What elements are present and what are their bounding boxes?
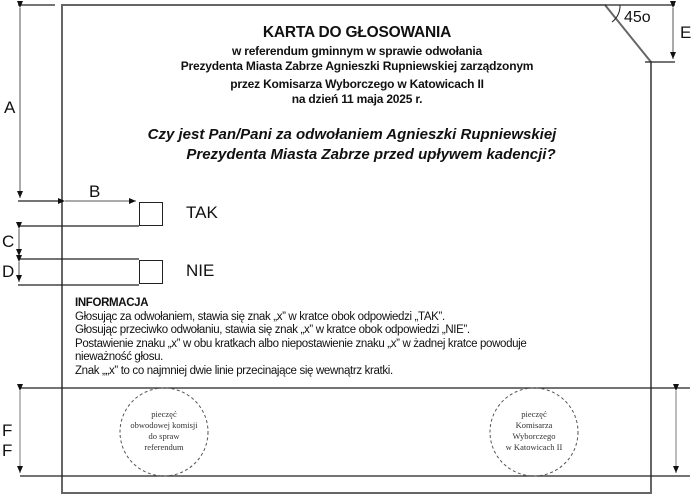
information-line-4: nieważność głosu. [75,351,164,363]
ballot-title: KARTA DO GŁOSOWANIA [262,24,452,41]
question-line-2: Prezydenta Miasta Zabrze przed upływem kadencji? [186,146,556,163]
stamp-left-line-4: referendum [144,442,184,452]
information-line-5: Znak „„x” to co najmniej dwie linie przecinające się wewnątrz kratki. [75,364,393,377]
stamp-left-line-1: pieczęć [151,409,177,419]
nie-label: NIE [186,261,215,280]
information-heading: INFORMACJA [75,297,149,309]
information-line-1: Głosując za odwołaniem, stawia się znak „x” w kratce obok odpowiedzi „TAK”. [75,310,445,323]
stamp-right-line-2: Komisarza [515,420,553,430]
stamp-left-line-2: obwodowej komisji [130,420,198,430]
stamp-left-text [114,409,214,453]
information-section [75,297,635,378]
nie-checkbox[interactable] [139,260,163,284]
corner-angle-label: 45o [624,9,651,26]
stamp-right-line-3: Wyborczego [512,431,556,441]
subtitle-line-4: na dzień 11 maja 2025 r. [291,92,423,106]
dimension-f-label-1: F [2,421,13,440]
dimension-e-label: E [680,23,692,42]
dimension-c-label: C [2,232,15,251]
question-line-1: Czy jest Pan/Pani za odwołaniem Agnieszki Rupniewskiej [147,126,557,143]
dimension-b-label: B [89,182,101,201]
dimension-f-label-2: F [2,441,13,460]
subtitle-line-2: Prezydenta Miasta Zabrze Agnieszki Rupniewskiej zarządzonym [180,59,534,73]
stamp-left-line-3: do spraw [148,431,180,441]
tak-label: TAK [186,203,218,222]
stamp-right-text [484,409,584,453]
information-line-3: Postawienie znaku „x” w obu kratkach albo niepostawienie znaku „x” w żadnej kratce powoduje [75,337,527,350]
dimension-d-label: D [2,262,15,281]
subtitle-line-3: przez Komisarza Wyborczego w Katowicach II [230,77,484,91]
subtitle-line-1: w referendum gminnym w sprawie odwołania [231,44,483,58]
information-line-2: Głosując przeciwko odwołaniu, stawia się znak „x” w kratce obok odpowiedzi „NIE”. [75,324,470,336]
stamp-right-line-1: pieczęć [521,409,547,419]
stamp-right-line-4: w Katowicach II [505,442,563,452]
dimension-a-label: A [4,98,16,117]
tak-checkbox[interactable] [139,202,163,226]
